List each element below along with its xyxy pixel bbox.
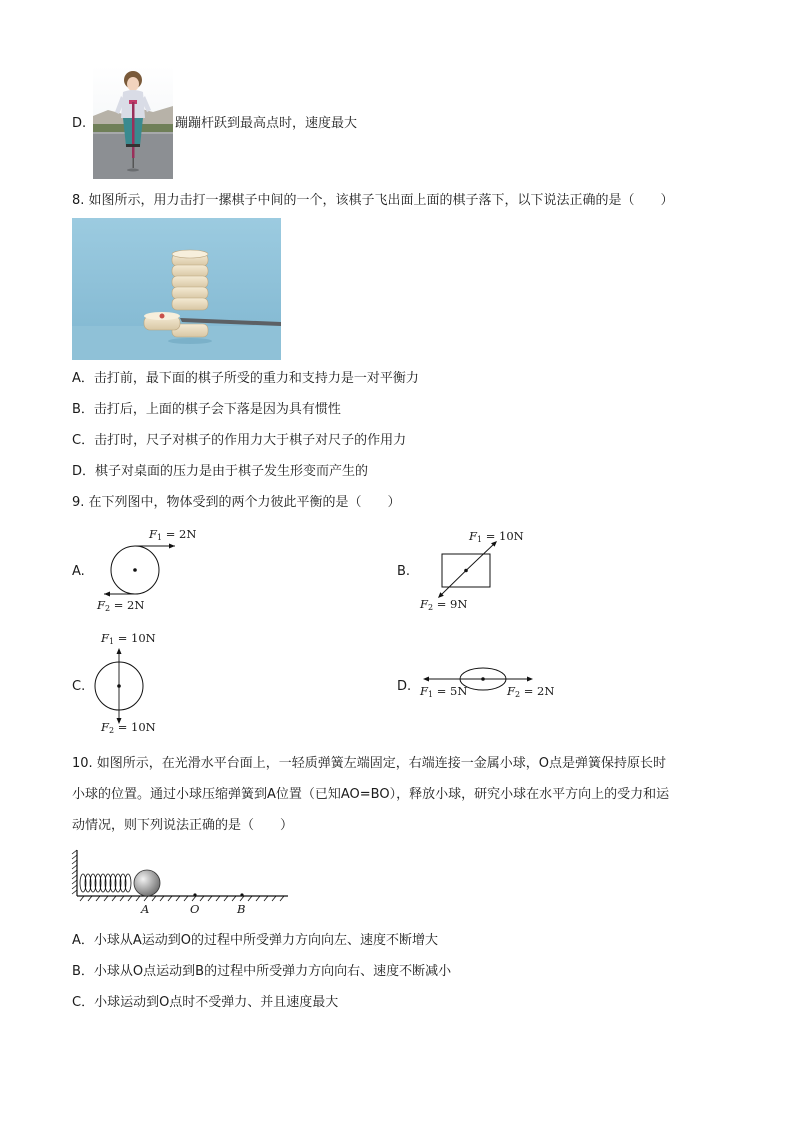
q8-option-a: A．击打前，最下面的棋子所受的重力和支持力是一对平衡力 [72, 371, 419, 386]
q10-spring-diagram [70, 846, 295, 918]
q7-option-d-label: D. [72, 116, 87, 131]
q10-option-a: A．小球从A运动到O的过程中所受弹力方向向左、速度不断增大 [72, 933, 439, 948]
chess-pieces-photo [72, 218, 281, 360]
q10-point-o-label: O [190, 902, 200, 916]
q9-option-c-label: C. [72, 679, 86, 694]
q9-a-f2-label: $F_2 = 2N$ [97, 598, 145, 613]
q9-c-f1-label: $F_1 = 10N$ [101, 631, 156, 646]
q9-stem: 9. 在下列图中，物体受到的两个力彼此平衡的是（ ） [72, 495, 401, 510]
q9-b-f2-label: $F_2 = 9N$ [420, 597, 468, 612]
q8-option-d: D．棋子对桌面的压力是由于棋子发生形变而产生的 [72, 464, 369, 479]
q9-c-f2-label: $F_2 = 10N$ [101, 720, 156, 735]
q9-b-f1-label: $F_1 = 10N$ [469, 529, 524, 544]
q10-point-b-label: B [237, 902, 246, 916]
q10-option-b: B．小球从O点运动到B的过程中所受弹力方向向右、速度不断减小 [72, 964, 452, 979]
q10-stem-line-3: 动情况，则下列说法正确的是（ ） [72, 818, 294, 833]
q9-d-f1-label: $F_1 = 5N$ [420, 684, 468, 699]
q10-point-a-label: A [141, 902, 150, 916]
q9-option-b-label: B. [397, 564, 411, 579]
q8-option-b: B．击打后，上面的棋子会下落是因为具有惯性 [72, 402, 341, 417]
q10-stem-line-1: 10. 如图所示，在光滑水平台面上，一轻质弹簧左端固定，右端连接一金属小球，O点是弹簧保持原长时 [72, 756, 667, 771]
q8-stem: 8. 如图所示，用力击打一摞棋子中间的一个，该棋子飞出面上面的棋子落下，以下说法正确的是（ ） [72, 193, 674, 208]
q10-stem-line-2: 小球的位置。通过小球压缩弹簧到A位置（已知AO=BO），释放小球，研究小球在水平方向上的受力和运 [72, 787, 670, 802]
q7-option-d-text: 蹦蹦杆跃到最高点时，速度最大 [175, 116, 358, 131]
q8-option-c: C．击打时，尺子对棋子的作用力大于棋子对尺子的作用力 [72, 433, 407, 448]
q9-a-f1-label: $F_1 = 2N$ [149, 527, 197, 542]
q9-option-d-label: D. [397, 679, 412, 694]
q10-option-c: C．小球运动到O点时不受弹力、并且速度最大 [72, 995, 339, 1010]
q9-d-f2-label: $F_2 = 2N$ [507, 684, 555, 699]
q9-option-a-label: A. [72, 564, 85, 579]
pogo-stick-photo [93, 66, 173, 179]
